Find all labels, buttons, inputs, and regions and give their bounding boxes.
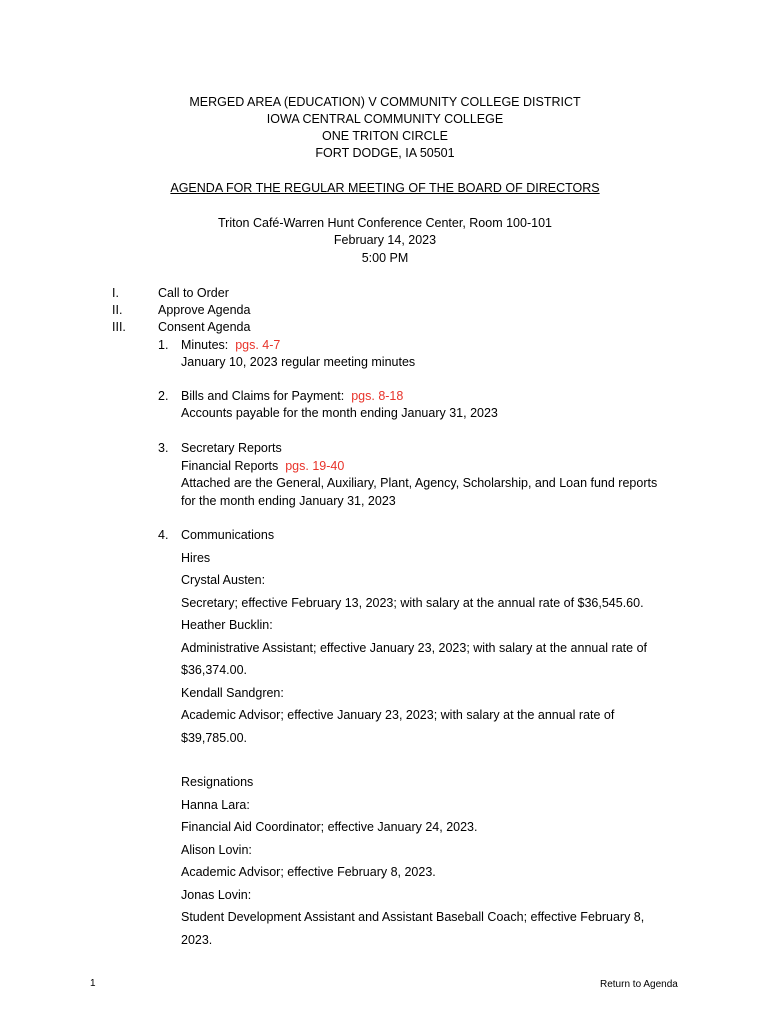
header-line-1: MERGED AREA (EDUCATION) V COMMUNITY COLLEGE DISTRICT (189, 95, 581, 109)
item-sublabel: Financial Reports (181, 459, 279, 473)
section-label: Consent Agenda (158, 320, 251, 334)
item-detail: Accounts payable for the month ending January 31, 2023 (181, 406, 498, 420)
section-numeral: III. (112, 320, 126, 334)
header-line-2: IOWA CENTRAL COMMUNITY COLLEGE (266, 112, 504, 126)
agenda-title-text: AGENDA FOR THE REGULAR MEETING OF THE BOARD OF DIRECTORS (170, 181, 600, 195)
item-detail: for the month ending January 31, 2023 (181, 494, 396, 508)
item-number: 4. (158, 528, 169, 542)
hire-line: Kendall Sandgren: (181, 686, 284, 700)
hire-line: Secretary; effective February 13, 2023; with salary at the annual rate of $36,545.60. (181, 596, 644, 610)
item-communications: Communications (181, 528, 275, 542)
resignation-line: Student Development Assistant and Assistant Baseball Coach; effective February 8, (181, 910, 645, 924)
hires-heading: Hires (181, 551, 211, 565)
section-numeral: I. (112, 286, 119, 300)
resignation-line: 2023. (181, 933, 213, 947)
section-label: Approve Agenda (158, 303, 251, 317)
hire-line: $36,374.00. (181, 663, 248, 677)
item-label: Minutes: (181, 338, 229, 352)
section-numeral: II. (112, 303, 123, 317)
page-reference: pgs. 19-40 (285, 459, 345, 473)
return-to-agenda-link[interactable]: Return to Agenda (600, 979, 678, 990)
section-label: Call to Order (158, 286, 229, 300)
resignation-line: Jonas Lovin: (181, 888, 252, 902)
item-minutes (181, 338, 280, 352)
item-bills (181, 389, 403, 403)
meeting-time: 5:00 PM (361, 251, 409, 265)
hire-line: Academic Advisor; effective January 23, 2023; with salary at the annual rate of (181, 708, 615, 722)
header-line-3: ONE TRITON CIRCLE (322, 129, 448, 143)
item-number: 2. (158, 389, 169, 403)
hire-line: $39,785.00. (181, 731, 248, 745)
item-secretary: Secretary Reports (181, 441, 282, 455)
resignation-line: Hanna Lara: (181, 798, 250, 812)
header-line-4: FORT DODGE, IA 50501 (315, 146, 455, 160)
page-number: 1 (90, 978, 96, 989)
item-detail: January 10, 2023 regular meeting minutes (181, 355, 416, 369)
item-detail: Attached are the General, Auxiliary, Plant, Agency, Scholarship, and Loan fund reports (181, 476, 658, 490)
item-financial-reports (181, 459, 344, 473)
page-reference: pgs. 8-18 (351, 389, 404, 403)
meeting-location: Triton Café-Warren Hunt Conference Center, Room 100-101 (218, 216, 552, 230)
item-label: Bills and Claims for Payment: (181, 389, 345, 403)
item-number: 3. (158, 441, 169, 455)
resignation-line: Alison Lovin: (181, 843, 252, 857)
agenda-title (0, 181, 770, 195)
hire-line: Crystal Austen: (181, 573, 266, 587)
resignation-line: Academic Advisor; effective February 8, 2023. (181, 865, 436, 879)
resignation-line: Financial Aid Coordinator; effective January 24, 2023. (181, 820, 478, 834)
item-number: 1. (158, 338, 169, 352)
resignations-heading: Resignations (181, 775, 254, 789)
hire-line: Heather Bucklin: (181, 618, 273, 632)
page-reference: pgs. 4-7 (235, 338, 281, 352)
hire-line: Administrative Assistant; effective January 23, 2023; with salary at the annual rate of (181, 641, 647, 655)
meeting-date: February 14, 2023 (333, 233, 437, 247)
